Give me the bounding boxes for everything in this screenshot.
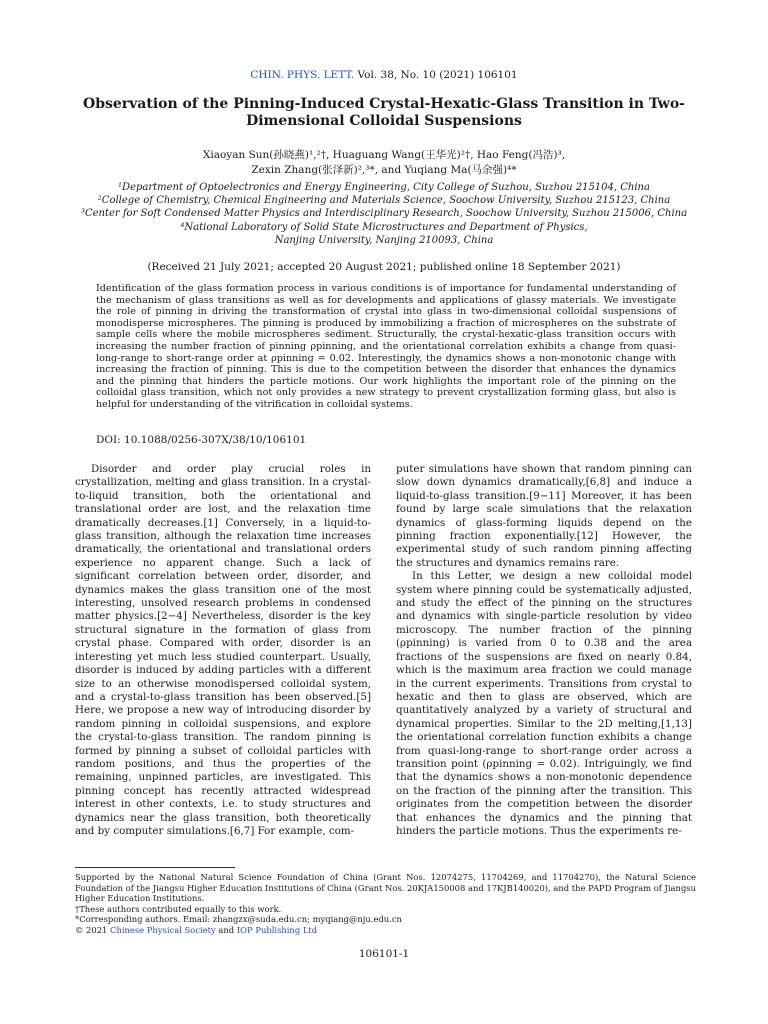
publisher-link[interactable]: IOP Publishing Ltd (236, 924, 318, 935)
paper-title: Observation of the Pinning-Induced Crystal-Hexatic-Glass Transition in Two-Dimensional Colloidal Suspensions (83, 96, 685, 129)
society-link[interactable]: Chinese Physical Society (110, 924, 216, 935)
funding-note: Supported by the National Natural Science Foundation of China (Grant Nos. 12074275, 11704269, and 11704270), the Natural Science Foundation of the Jiangsu Higher Education Institutions of China (Grant Nos. 20KJA150008 and 17KJB140020), and the PAPD Program of Jiangsu Higher Education Institutions. (75, 872, 696, 904)
abstract: Identification of the glass formation process in various conditions is of importance for fundamental understanding of the mechanism of glass transitions as well as for developments and applications of glassy materials. We investigate the role of pinning in driving the transformation of crystal into glass in two-dimensional colloidal suspensions of monodisperse microspheres. The pinning is produced by immobilizing a fraction of microspheres on the substrate of sample cells where the mobile microspheres sediment. Structurally, the crystal-hexatic-glass transition occurs with increasing the number fraction of pinning ρpinning, and the orientational correlation exhibits a change from quasi-long-range to short-range order at ρpinning = 0.02. Interestingly, the dynamics shows a non-monotonic change with increasing the fraction of pinning. This is due to the competition between the disorder that enhances the dynamics and the pinning that hinders the particle motions. Our work highlights the important role of the pinning on the colloidal glass transition, which not only provides a new strategy to prevent crystallization forming glass, but also is helpful for understanding of the vitrification in colloidal systems. (96, 283, 676, 410)
affiliation-2: ²College of Chemistry, Chemical Engineering and Materials Science, Soochow University, Suzhou 215123, China (97, 195, 671, 207)
corresponding-author-note: *Corresponding authors. Email: zhangzx@suda.edu.cn; myqiang@nju.edu.cn (75, 914, 402, 925)
affiliations (60, 181, 708, 247)
footnote-rule (75, 867, 235, 868)
journal-citation: Vol. 38, No. 10 (2021) 106101 (357, 69, 518, 81)
body-right-column (396, 463, 692, 838)
journal-link[interactable]: CHIN. PHYS. LETT. (250, 69, 355, 81)
received-dates: (Received 21 July 2021; accepted 20 August 2021; published online 18 September 2021) (147, 261, 621, 273)
copyright-prefix: © 2021 (75, 924, 108, 935)
affiliation-4-cont: Nanjing University, Nanjing 210093, China (274, 234, 494, 246)
author-line-1: Xiaoyan Sun(孙晓燕)¹,²†, Huaguang Wang(王华光)²†, Hao Feng(冯浩)³, (202, 149, 566, 161)
left-paragraph: Disorder and order play crucial roles in crystallization, melting and glass transition. In a crystal-to-liquid transition, both the orientational and translational order are lost, and the relaxation time dramatically decreases.[1] Conversely, in a liquid-to-glass transition, although the relaxation time increases dramatically, the orientational and translational orders experience no apparent change. Such a lack of significant correlation between order, disorder, and dynamics makes the glass transition one of the most interesting, unsolved research problems in condensed matter physics.[2−4] Nevertheless, disorder is the key structural signature in the formation of glass from crystal phase. Compared with order, disorder is an interesting yet much less studied counterpart. Usually, disorder is induced by adding particles with a different size to an otherwise monodispersed colloidal system, and a crystal-to-glass transition has been observed.[5] Here, we propose a new way of introducing disorder by random pinning in colloidal suspensions, and explore the crystal-to-glass transition. The random pinning is formed by pinning a subset of colloidal particles with random positions, and thus the properties of the remaining, unpinned particles, are investigated. This pinning concept has recently attracted widespread interest in other contexts, i.e. to study structures and dynamics near the glass transition, both theoretically and by computer simulations.[6,7] For example, com- (75, 463, 371, 837)
doi[interactable]: DOI: 10.1088/0256-307X/38/10/106101 (96, 434, 307, 446)
footnotes (75, 872, 696, 936)
affiliation-1: ¹Department of Optoelectronics and Energy Engineering, City College of Suzhou, Suzhou 215104, China (118, 182, 650, 193)
copyright-and: and (218, 924, 235, 935)
copyright-line (75, 925, 696, 936)
right-paragraph-2: In this Letter, we design a new colloidal model system where pinning could be systematically adjusted, and study the effect of the pinning on the structures and dynamics with single-particle resolution by video microscopy. The number fraction of the pinning (ρpinning) is varied from 0 to 0.38 and the area fractions of the suspensions are fixed on nearly 0.84, which is the maximum area fraction we could manage in the current experiments. Transitions from crystal to hexatic and then to glass are observed, which are quantitatively analyzed by a variety of structural and dynamical properties. Similar to the 2D melting,[1,13] the orientational correlation function exhibits a change from quasi-long-range to short-range order across a transition point (ρpinning = 0.02). Intriguingly, we find that the dynamics shows a non-monotonic dependence on the fraction of the pinning after the transition. This originates from the competition between the disorder that enhances the dynamics and the pinning that hinders the particle motions. Thus the experiments re- (396, 570, 692, 837)
affiliation-3: ³Center for Soft Condensed Matter Physics and Interdisciplinary Research, Soochow University, Suzhou 215006, China (80, 208, 688, 220)
right-paragraph-1: puter simulations have shown that random pinning can slow down dynamics dramatically,[6,8] and induce a liquid-to-glass transition.[9−11] Moreover, it has been found by large scale simulations that the relaxation dynamics of glass-forming liquids depend on the pinning fraction exponentially.[12] However, the experimental study of such random pinning affecting the structures and dynamics remains rare. (396, 463, 692, 569)
body-left-column (75, 463, 371, 838)
page-number: 106101-1 (358, 948, 410, 960)
equal-contribution-note: †These authors contributed equally to this work. (75, 903, 282, 914)
affiliation-4: ⁴National Laboratory of Solid State Microstructures and Department of Physics, (180, 221, 588, 233)
author-list (60, 148, 708, 178)
journal-header (0, 69, 768, 81)
author-line-2: Zexin Zhang(张泽新)²,³*, and Yuqiang Ma(马余强)⁴* (251, 164, 517, 176)
